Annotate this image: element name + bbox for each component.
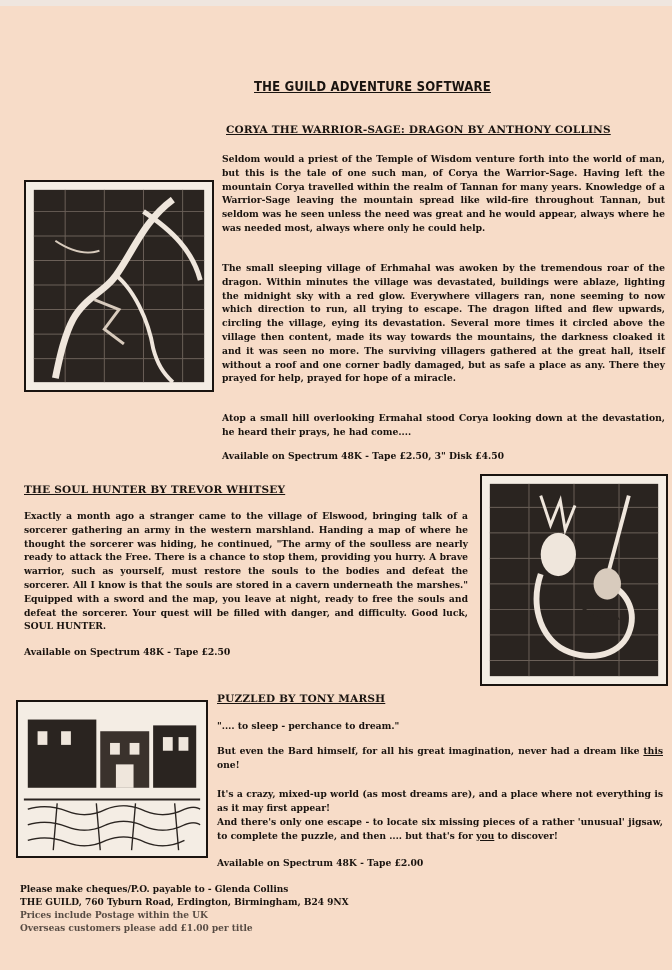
puzzled-availability: Available on Spectrum 48K - Tape £2.00 [217,858,424,869]
puzzled-paragraph-2-end: one! [217,759,240,771]
corya-paragraph-2: The small sleeping village of Erhmahal was awoken by the tremendous roar of the dragon. Within minutes the village was devastated, buildings were ablaze, lighting the midnight sky with a red glow. Everywhere villagers ran, none seeming to now which direction to run, all trying to escape. The dragon lifted and flew upwards, circling the village, eying its devastation. Several more times it circled above the village then content, made its way towards the mountains, the darkness cloaked it and it was seen no more. The surviving villagers gathered at the great hall, itself without a roof and one corner badly damaged, but as safe a place as any. There they prayed for help, prayed for hope of a miracle. [222,263,665,385]
footer-overseas: Overseas customers please add £1.00 per title [20,924,253,934]
soul-hunter-illustration [480,474,668,686]
soul-hunter-availability: Available on Spectrum 48K - Tape £2.50 [24,647,231,658]
page-title: THE GUILD ADVENTURE SOFTWARE [254,80,491,95]
corya-availability: Available on Spectrum 48K - Tape £2.50, 3" Disk £4.50 [222,451,504,462]
puzzled-paragraph-4-end: to discover! [494,830,558,842]
puzzled-paragraph-3: It's a crazy, mixed-up world (as most dreams are), and a place where not everything is as it may first appear! [217,789,663,814]
puzzled-quote: ".... to sleep - perchance to dream." [217,721,400,732]
corya-paragraph-3: Atop a small hill overlooking Ermahal stood Corya looking down at the devastation, he heard their prays, he had come.... [222,413,665,438]
puzzled-paragraph-4 [217,816,663,844]
footer-address: THE GUILD, 760 Tyburn Road, Erdington, Birmingham, B24 9NX [20,898,349,908]
footer-postage: Prices include Postage within the UK [20,911,208,921]
corya-heading: CORYA THE WARRIOR-SAGE: DRAGON BY ANTHONY COLLINS [226,124,611,136]
puzzled-emphasis-you: you [476,830,495,842]
puzzled-paragraph-2-start: But even the Bard himself, for all his great imagination, never had a dream like [217,746,644,757]
soul-hunter-heading: THE SOUL HUNTER BY TREVOR WHITSEY [24,484,286,496]
soul-hunter-paragraph: Exactly a month ago a stranger came to the village of Elswood, bringing talk of a sorcerer gathering an army in the western marshland. Handing a map of where he thought the sorcerer was hiding, he continued, "The army of the soulless are nearly ready to attack the Free. There is a chance to stop them, providing you hurry. A brave warrior, such as yourself, must restore the souls to the bodies and defeat the sorcerer. All I know is that the souls are stored in a cavern underneath the marshes." Equipped with a sword and the map, you leave at night, ready to free the souls and defeat the sorcerer. Your quest will be filled with danger, and difficulty. Good luck, SOUL HUNTER. [24,511,468,633]
footer-payable: Please make cheques/P.O. payable to - Glenda Collins [20,885,289,895]
puzzled-emphasis-this: this [643,746,663,757]
scan-edge [0,0,672,6]
corya-paragraph-1: Seldom would a priest of the Temple of Wisdom venture forth into the world of man, but this is the tale of one such man, of Corya the Warrior-Sage. Having left the mountain Corya travelled within the realm of Tannan for many years. Knowledge of a Warrior-Sage leaving the mountain spread like wild-fire throughout Tannan, but seldom was he seen unless the need was great and he would appear, always where he was needed most, always where only he could help. [222,154,665,234]
puzzled-paragraph-2 [217,745,663,773]
corya-dragon-illustration [24,180,214,392]
puzzled-heading: PUZZLED BY TONY MARSH [217,693,386,705]
puzzled-illustration [16,700,208,858]
puzzled-paragraph-4-start: And there's only one escape - to locate six missing pieces of a rather 'unusual' jigsaw, to complete the puzzle, and then .... but that's for [217,817,663,842]
